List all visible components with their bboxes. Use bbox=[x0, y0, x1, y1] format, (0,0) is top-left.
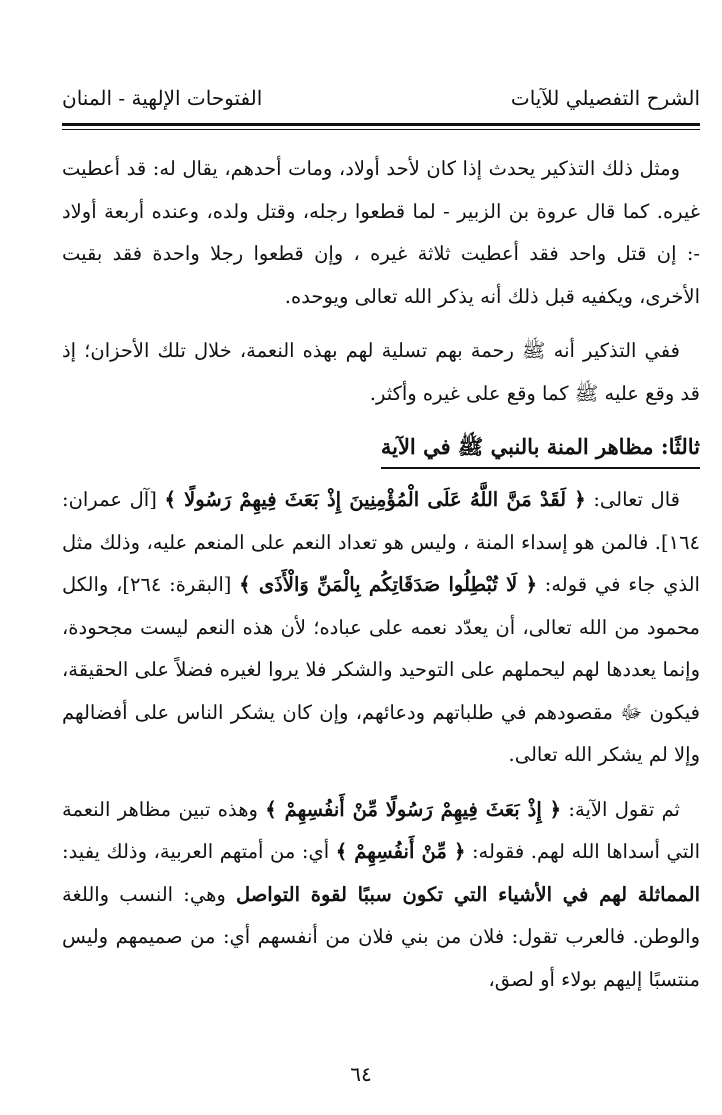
paragraph-3 bbox=[62, 479, 700, 777]
header-rule-thin bbox=[62, 129, 700, 130]
page-body bbox=[62, 148, 700, 1013]
section-heading: ثالثًا: مظاهر المنة بالنبي ﷺ في الآية bbox=[381, 427, 700, 469]
paragraph-4 bbox=[62, 789, 700, 1002]
header-book-title: الفتوحات الإلهية - المنان bbox=[62, 86, 263, 110]
p3-intro: قال تعالى: bbox=[585, 488, 680, 511]
verse-ref-1: [آل عمران: ١٦٤]. bbox=[62, 488, 701, 554]
p4-body: وهذه تبين مظاهر النعمة التي أسداها الله لهم. فقوله: bbox=[62, 797, 700, 863]
quran-verse-3: ﴿ إِذْ بَعَثَ فِيهِمْ رَسُولًا مِّنْ أَنفُسِهِمْ ﴾ bbox=[265, 797, 562, 821]
p3-body: فالمن هو إسداء المنة ، وليس هو تعداد النعم على المنعم عليه، وذلك مثل الذي جاء في قوله: bbox=[62, 530, 700, 596]
paragraph-2: ففي التذكير أنه ﷺ رحمة بهم تسلية لهم بهذه النعمة، خلال تلك الأحزان؛ إذ قد وقع عليه ﷺ كما وقع على غيره وأكثر. bbox=[62, 339, 700, 405]
quran-verse-1: ﴿ لَقَدْ مَنَّ اللَّهُ عَلَى الْمُؤْمِنِينَ إِذْ بَعَثَ فِيهِمْ رَسُولًا ﴾ bbox=[164, 488, 586, 511]
p3-rest: ، والكل محمود من الله تعالى، أن يعدّد نعمه على عباده؛ لأن هذه النعم ليست مجحودة، وإنما يعددها لهم ليحملهم على التوحيد والشكر فلا يروا لغيره فضلاً على الحقيقة، فيكون ﷻ مقصودهم في طلباتهم ودعائهم، وإن كان يشكر الناس على أفضالهم وإلا لم يشكر الله تعالى. bbox=[62, 573, 700, 766]
verse-ref-2: [البقرة: ٢٦٤] bbox=[122, 573, 240, 596]
paragraph-1: ومثل ذلك التذكير يحدث إذا كان لأحد أولاد، ومات أحدهم، يقال له: قد أعطيت غيره. كما قال عروة بن الزبير - لما قطعوا رجله، وقتل ولده، وعنده أربعة أولاد -: إن قتل واحد فقد أعطيت ثلاثة غيره ، وإن قطعوا رجلا واحدة فقد بقيت الأخرى، ويكفيه قبل ذلك أنه يذكر الله تعالى ويوحده. bbox=[62, 157, 700, 308]
quran-verse-2: ﴿ لَا تُبْطِلُوا صَدَقَاتِكُم بِالْمَنِّ وَالْأَذَى ﴾ bbox=[239, 573, 537, 596]
running-header bbox=[62, 70, 700, 110]
page-number: ٦٤ bbox=[350, 1062, 372, 1086]
p4-rest: وهي: النسب واللغة والوطن. فالعرب تقول: فلان من بني فلان من أنفسهم أي: من صميمهم وليس منتسبًا إليهم بولاء أو لصق، bbox=[62, 882, 700, 991]
header-section-title: الشرح التفصيلي للآيات bbox=[510, 86, 700, 110]
p4-body-2: أي: من أمتهم العربية، وذلك يفيد: bbox=[62, 840, 336, 863]
p4-intro: ثم تقول الآية: bbox=[561, 797, 680, 821]
quran-verse-4: ﴿ مِّنْ أَنفُسِهِمْ ﴾ bbox=[335, 840, 466, 863]
emphasis-text: المماثلة لهم في الأشياء التي تكون سببًا لقوة التواصل bbox=[235, 882, 700, 906]
header-rule-thick bbox=[62, 123, 700, 126]
